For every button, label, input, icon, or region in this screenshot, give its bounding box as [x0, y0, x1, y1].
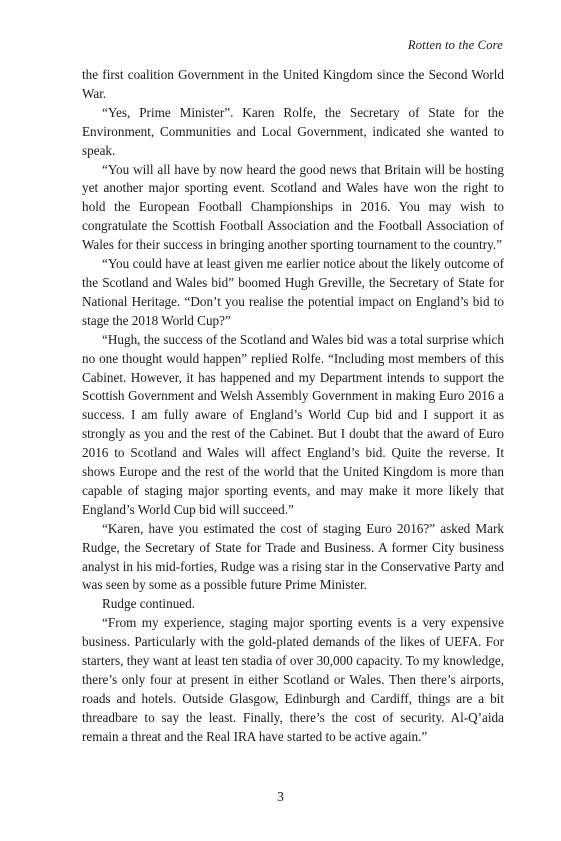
page-number: 3	[277, 789, 284, 804]
paragraph-greville: “You could have at least given me earlier notice about the likely outcome of the Scotland and Wales bid” boomed Hugh Greville, the Secretary of State for National Heritage. “Don’t you realise the potential impact on England’s bid to stage the 2018 World Cup?”	[82, 256, 504, 328]
paragraph-continuation: the first coalition Government in the United Kingdom since the Second World War.	[82, 67, 504, 101]
paragraph-rolfe-intro: “Yes, Prime Minister”. Karen Rolfe, the Secretary of State for the Environment, Communities and Local Government, indicated she wanted to speak.	[82, 104, 504, 158]
paragraph-rolfe-reply: “Hugh, the success of the Scotland and Wales bid was a total surprise which no one thought would happen” replied Rolfe. “Including most members of this Cabinet. However, it has happened and my Department intends to support the Scottish Government and Welsh Assembly Government in making Euro 2016 a success. I am fully aware of England’s World Cup bid and I support it as strongly as you and the rest of the Cabinet. But I doubt that the award of Euro 2016 to Scotland and Wales will affect England’s bid. Quite the reverse. It shows Europe and the rest of the world that the United Kingdom is more than capable of staging major sporting events, and may make it more likely that England’s World Cup bid will succeed.”	[82, 331, 504, 517]
paragraph-rudge-costs: “From my experience, staging major sporting events is a very expensive business. Particularly with the gold-plated demands of the likes of UEFA. For starters, they want at least ten stadia of over 30,000 capacity. To my knowledge, there’s only four at present in either Scotland or Wales. Then there’s airports, roads and hotels. Outside Glasgow, Edinburgh and Cardiff, things are a bit threadbare to say the least. Finally, there’s the cost of security. Al-Q’aida remain a threat and the Real IRA have started to be active again.”	[82, 615, 504, 744]
paragraph-rudge-continued: Rudge continued.	[102, 596, 196, 612]
paragraph-rolfe-announcement: “You will all have by now heard the good news that Britain will be hosting yet another major sporting event. Scotland and Wales have won the right to hold the European Football Championships in 2016. You may wish to congratulate the Scottish Football Association and the Football Association of Wales for their success in bringing another sporting tournament to the country.”	[82, 161, 504, 253]
body-text	[82, 66, 504, 747]
running-header-title: Rotten to the Core	[407, 38, 503, 52]
paragraph-rudge-question: “Karen, have you estimated the cost of staging Euro 2016?” asked Mark Rudge, the Secretary of State for Trade and Business. A former City business analyst in his mid-forties, Rudge was a rising star in the Conservative Party and was seen by some as a possible future Prime Minister.	[82, 520, 504, 593]
